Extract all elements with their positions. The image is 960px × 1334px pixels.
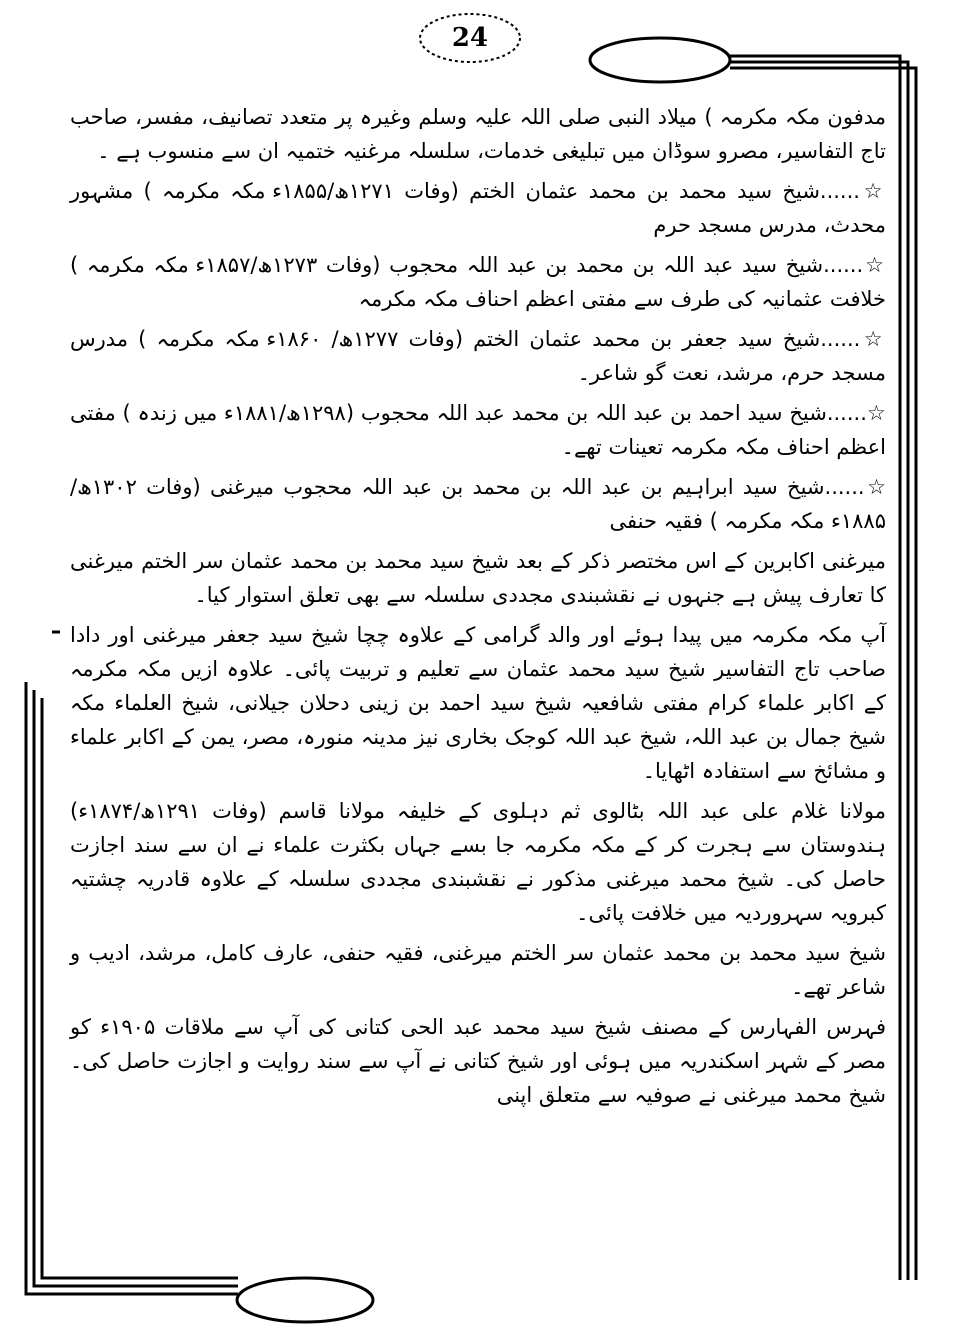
intro-paragraph: مدفون مکہ مکرمہ ) میلاد النبی صلی اللہ علیہ وسلم وغیرہ پر متعدد تصانیف، مفسر، صاحب تاج التفاسیر، مصرو سوڈان میں تبلیغی خدمات، سلسلہ مرغنیہ ختمیہ ان سے منسوب ہے ۔ <box>70 105 886 163</box>
list-item: ☆......شیخ سید احمد بن عبد اللہ بن محمد عبد اللہ محجوب (۱۲۹۸ھ/۱۸۸۱ء میں زندہ ) مفتی اعظم احناف مکہ مکرمہ تعینات تھے۔ <box>70 401 886 459</box>
list-item: ☆......شیخ سید ابراہیم بن عبد اللہ بن محمد بن عبد اللہ محجوب میرغنی (وفات ۱۳۰۲ھ/۱۸۸۵ء مکہ مکرمہ ) فقیہ حنفی <box>70 475 886 533</box>
top-right-oval-ornament <box>590 38 730 82</box>
page-number: 24 <box>451 23 489 53</box>
paragraph: مولانا غلام علی عبد اللہ بٹالوی ثم دہلوی کے خلیفہ مولانا قاسم (وفات ۱۲۹۱ھ/۱۸۷۴ء) ہندوستان سے ہجرت کر کے مکہ مکرمہ جا بسے جہاں بکثرت علماء نے ان سے سند اجازت حاصل کی۔ شیخ محمد میرغنی مذکور نے نقشبندی مجددی سلسلہ کے علاوہ قادریہ چشتیہ کبرویہ سہروردیہ میں خلافت پائی۔ <box>70 799 886 925</box>
paragraph: میرغنی اکابرین کے اس مختصر ذکر کے بعد شیخ سید محمد بن محمد عثمان سر الختم میرغنی کا تعارف پیش ہے جنہوں نے نقشبندی مجددی سلسلہ سے بھی تعلق استوار کیا۔ <box>70 549 886 607</box>
right-lower-border-lines <box>900 648 916 1280</box>
bottom-oval-ornament <box>237 1278 373 1322</box>
paragraph: شیخ سید محمد بن محمد عثمان سر الختم میرغنی، فقیہ حنفی، عارف کامل، مرشد، ادیب و شاعر تھے۔ <box>70 941 886 999</box>
paragraph: آپ مکہ مکرمہ میں پیدا ہوئے اور والد گرامی کے علاوہ چچا شیخ سید جعفر میرغنی اور دادا صاحب تاج التفاسیر شیخ سید محمد عثمان سے تعلیم و تربیت پائی۔ علاوہ ازیں مکہ مکرمہ کے اکابر علماء کرام مفتی شافعیہ شیخ سید احمد بن زینی دحلان جیلانی، شیخ العلماء مکہ شیخ جمال بن عبد اللہ، شیخ عبد اللہ کوجک بخاری نیز مدینہ منورہ، مصر، یمن کے اکابر علماء و مشائخ سے استفادہ اٹھایا۔ <box>70 623 886 783</box>
page-body <box>70 100 886 1118</box>
list-item: ☆......شیخ سید جعفر بن محمد عثمان الختم (وفات ۱۲۷۷ھ/ ۱۸۶۰ء مکہ مکرمہ ) مدرس مسجد حرم، مرشد، نعت گو شاعر۔ <box>70 327 886 385</box>
list-item: ☆......شیخ سید عبد اللہ بن محمد بن عبد اللہ محجوب (وفات ۱۲۷۳ھ/۱۸۵۷ء مکہ مکرمہ ) خلافت عثمانیہ کی طرف سے مفتی اعظم احناف مکہ مکرمہ <box>70 253 886 311</box>
paragraph: فہرس الفہارس کے مصنف شیخ سید محمد عبد الحی کتانی کی آپ سے ملاقات ۱۹۰۵ء کو مصر کے شہر اسکندریہ میں ہوئی اور شیخ کتانی نے آپ سے سند روایت و اجازت حاصل کی۔ شیخ محمد میرغنی نے صوفیہ سے متعلق اپنی <box>70 1015 886 1107</box>
list-item: ☆......شیخ سید محمد بن محمد عثمان الختم (وفات ۱۲۷۱ھ/۱۸۵۵ء مکہ مکرمہ ) مشہور محدث، مدرس مسجد حرم <box>70 179 886 237</box>
